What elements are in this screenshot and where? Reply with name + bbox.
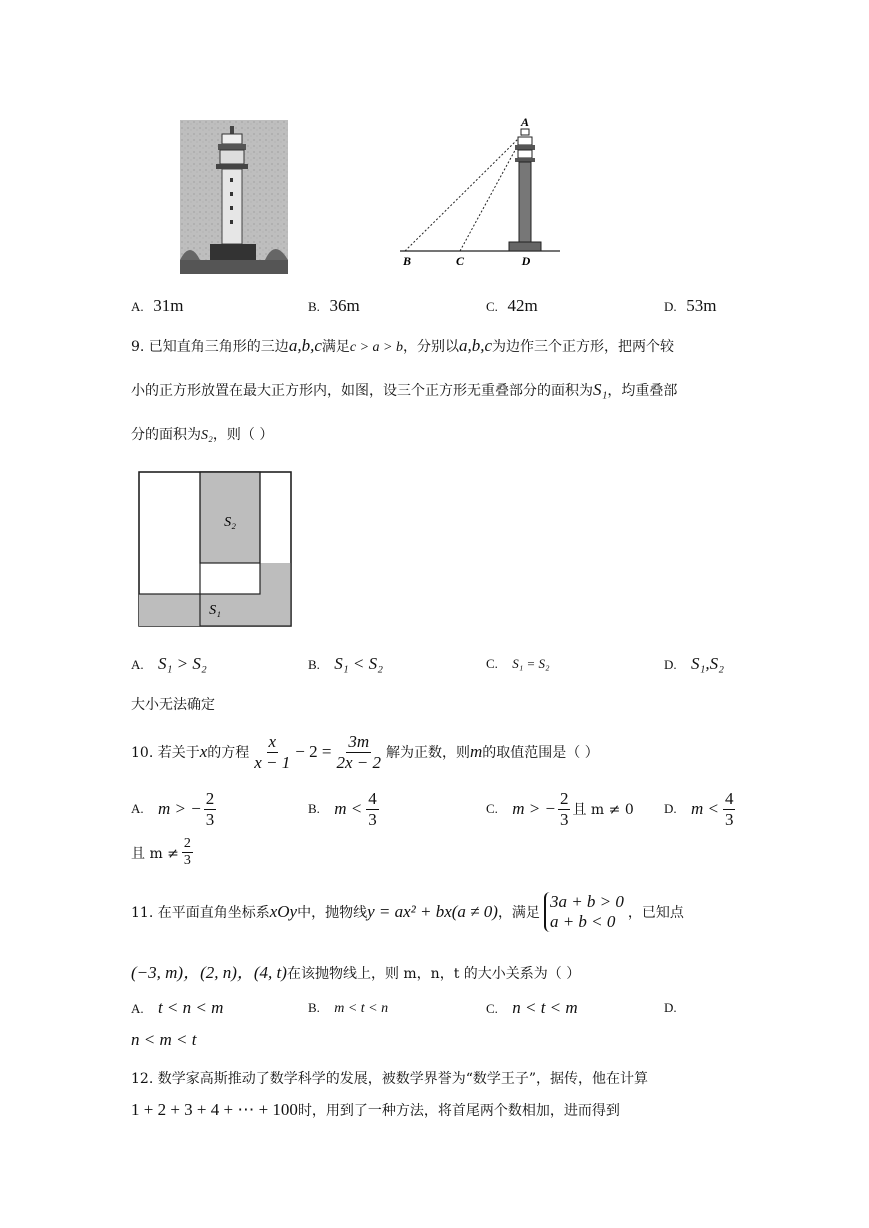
label-b: B (402, 254, 412, 268)
q10-option-b[interactable]: B. m < $\frac{4}{3}$ (308, 789, 377, 829)
label-s1: S₁ (209, 603, 221, 618)
q11-option-a[interactable]: A. t < n < m (131, 998, 224, 1017)
q10-option-c[interactable]: C. m > − $\frac{2}{3}$ 且 m ≠ 0 (486, 789, 634, 829)
q11-option-d[interactable]: D. (664, 1000, 677, 1015)
q9-option-d-tail: 大小无法确定 (131, 697, 215, 713)
option-value: 31m (153, 296, 184, 315)
label-a: A (520, 115, 530, 129)
q8-option-b[interactable] (308, 296, 360, 316)
q9-option-b[interactable]: B. S₁ < S₂ (308, 654, 384, 673)
q10-option-d[interactable]: D. m < $\frac{4}{3}$ (664, 789, 734, 829)
option-letter: C. (486, 299, 498, 314)
q8-option-a[interactable] (131, 296, 183, 316)
label-d: D (521, 254, 531, 268)
squares-figure (138, 470, 294, 628)
option-letter: D. (664, 299, 677, 314)
q10-option-a[interactable]: A. m > − $\frac{2}{3}$ (131, 789, 215, 829)
q11-option-d-tail: n < m < t (131, 1030, 197, 1049)
q10-option-d-tail: 且 m ≠ $\frac{2}{3}$ (131, 836, 191, 869)
label-c: C (455, 254, 465, 268)
q8-option-d[interactable] (664, 296, 716, 316)
q9-option-c[interactable]: C. S₁ = S₂ (486, 656, 550, 671)
q12-line1: 12. 数学家高斯推动了数学科学的发展，被数学界誉为“数学王子”，据传，他在计算 (131, 1071, 649, 1087)
option-letter: B. (308, 299, 320, 314)
option-letter: A. (131, 299, 144, 314)
q10-stem: 10. 若关于 x 的方程 $\frac{x}{x - 1}$ − 2 = $\frac{3m}{2x - 2}$ 解为正数，则 m 的取值范围是（ ） (131, 732, 599, 772)
q11-line2: (−3, m)，(2, n)，(4, t)在该抛物线上，则 m，n，t 的大小关系为（ ） (131, 963, 581, 982)
q9-line1: 9. 已知直角三角形的三边a,b,c满足c > a > b，分别以a,b,c为边作三个正方形，把两个较 (131, 336, 675, 355)
option-value: 53m (686, 296, 717, 315)
lighthouse-diagram (395, 115, 565, 275)
lighthouse-photo (180, 120, 288, 274)
label-s2: S₂ (224, 515, 236, 530)
q11-option-b[interactable]: B. m < t < n (308, 1000, 389, 1016)
q12-line2: 1 + 2 + 3 + 4 + ⋯ + 100时，用到了一种方法，将首尾两个数相加，进而得到 (131, 1100, 620, 1119)
q9-line3: 分的面积为S₂，则（ ） (131, 427, 274, 443)
q9-option-d[interactable]: D. S₁,S₂ (664, 654, 725, 673)
q9-line2: 小的正方形放置在最大正方形内，如图，设三个正方形无重叠部分的面积为S₁，均重叠部 (131, 380, 678, 399)
q11-option-c[interactable]: C. n < t < m (486, 998, 578, 1017)
option-value: 42m (507, 296, 538, 315)
q8-option-c[interactable] (486, 296, 538, 316)
q11-stem: 11. 在平面直角坐标系 xOy 中，抛物线 y = ax² + bx(a ≠ 0) ，满足 3a + b > 0 a + b < 0 ，已知点 (131, 892, 684, 931)
option-value: 36m (329, 296, 360, 315)
q9-option-a[interactable]: A. S₁ > S₂ (131, 654, 207, 673)
